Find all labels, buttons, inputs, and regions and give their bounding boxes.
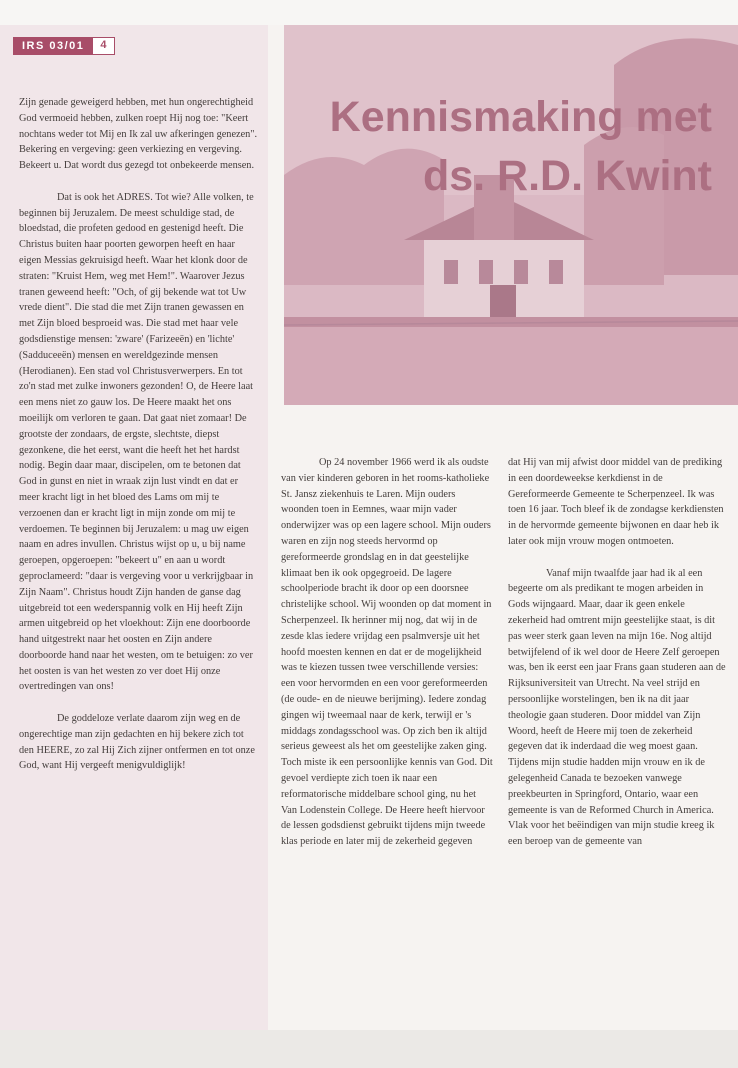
right-column [508,455,726,1015]
right-paragraph-2: Vanaf mijn twaalfde jaar had ik al een begeerte om als predikant te mogen arbeiden in Gods wijngaard. Maar, daar ik geen enkele zekerheid had omtrent mijn geestelijke staat, is dit pas weer sterk gaan leven na mijn 16e. Nog altijd betwijfelend of ik wel door de Heere Zelf geroepen was, ben ik eerst een jaar Frans gaan studeren aan de Rijksuniversiteit van Utrecht. Na veel strijd en persoonlijke worstelingen, ben ik na dit jaar theologie gaan studeren. Door middel van Zijn Woord, heeft de Heere mij toen de zekerheid gegeven dat ik inderdaad die weg moest gaan. Tijdens mijn studie hadden mijn vrouw en ik de gelegenheid Canada te bezoeken vanwege preekbeurten in Springford, Ontario, waar een gemeente is van de Reformed Church in America. Vlak voor het beëindigen van mijn studie kreeg ik een beroep van de gemeente van [508,567,726,848]
article-title [272,88,712,206]
issue-label: IRS 03/01 [13,37,93,55]
middle-column [281,455,493,1015]
article-title-line-1: Kennismaking met [329,93,712,141]
article-title-line-2: ds. R.D. Kwint [422,152,712,200]
page-number: 4 [93,37,114,55]
bottom-band [0,1030,738,1068]
right-paragraph-1: dat Hij van mij afwist door middel van de prediking in een doordeweekse kerkdienst in de Gereformeerde Gemeente te Scherpenzeel. Ik was toen 16 jaar. Toch bleef ik de zondagse kerkdiensten in de hervormde gemeente bijwonen en daar heb ik later ook mijn vrouw mogen ontmoeten. [508,457,724,547]
church-photo [284,25,738,405]
church-photo-illustration [284,25,738,405]
left-paragraph-3: De goddeloze verlate daarom zijn weg en de ongerechtige man zijn gedachten en hij bekere zich tot den HEERE, zo zal Hij Zich zijner ontfermen en tot onze God, want Hij vergeeft menigvuldiglijk! [19,713,255,772]
issue-header [13,37,115,55]
middle-paragraph-1: Op 24 november 1966 werd ik als oudste van vier kinderen geboren in het rooms-katholieke St. Jansz ziekenhuis te Laren. Mijn ouders woonden toen in Eemnes, waar mijn vader onderwijzer was op een lagere school. Mijn ouders waren en zijn nog steeds hervormd op gereformeerde grondslag en in dat geestelijke klimaat ben ik ook opgegroeid. De lagere schoolperiode bracht ik door op een doorsnee christelijke school. Wij woonden op dat moment in Scherpenzeel. Ik herinner mij nog, dat wij in de zesde klas iedere vrijdag een psalmversje uit het hoofd moesten kennen en dat er de mogelijkheid was te kiezen tussen twee verschillende versies: een voor hervormden en een voor gereformeerden (de oude- en de nieuwe berijming). Iedere zondag gingen wij tweemaal naar de kerk, terwijl er 's middags zondagsschool was. Op zich ben ik altijd serieus geweest als het om geestelijke zaken ging. Toch miste ik een persoonlijke kennis van God. Dit gevoel verdiepte zich toen ik naar een reformatorische middelbare school ging, nu het Van Lodenstein College. De Heere heeft hiervoor de lessen godsdienst gebruikt tijdens mijn tweede klas periode en later mij de zekerheid gegeven [281,457,493,848]
left-paragraph-2: Dat is ook het ADRES. Tot wie? Alle volken, te beginnen bij Jeruzalem. De meest schuldige stad, de bloedstad, die profeten gedood en gestenigd heeft. Die Christus buiten haar poorten geworpen heeft en haar eigen Messias gekruisigd heeft. Waar het klonk door de straten: "Kruist Hem, weg met Hem!". Waarover Jezus tranen geweend heeft: "Och, of gij bekende wat tot Uw vrede dient". Die stad die met Zijn tranen gewassen en met Zijn bloed besproeid was. Die stad met haar vele godsdienstige mensen: 'zware' (Farizeeën) en 'lichte' (Sadduceeën) mensen en wereldgezinde mensen (Herodianen). Een stad vol Christusverwerpers. En tot zo'n stad met zulke inwoners gezonden! O, de Heere laat een mens niet zo gauw los. De Heere maakt het ons moeilijk om verloren te gaan. Dat gaat niet zomaar! De grootste der zondaars, de ergste, slechtste, diepst gezonkene, die het eerst, want die heeft het het hardst nodig. Begin daar maar, discipelen, om te betonen dat God in gunst en niet in wraak zijn lust vindt en dat er meer kracht ligt in het bloed des Lams om mij te verzoenen dan er kracht ligt in mijn zonde om mij te verdoemen. Te beginnen bij Jeruzalem: u mag uw eigen naam en adres invullen. Christus wijst op u, u bij name geroepen, opgeroepen: "bekeert u" en aan u wordt geproclameerd: "daar is vergeving voor u verkrijgbaar in Zijn Naam". Christus houdt Zijn handen de ganse dag uitgebreid tot een wederspannig volk en Hij heeft Zijn armen uitgebreid op het vloekhout: Zijn ene doorboorde hand uitgestrekt naar het oosten en Zijn andere doorboorde hand naar het westen, om te betuigen: zo ver het oosten is van het westen zo ver doet Hij onze overtredingen van ons! [19,191,254,693]
left-paragraph-1: Zijn genade geweigerd hebben, met hun ongerechtigheid God vermoeid hebben, zulken roept Hij nog toe: "Keert nochtans weder tot Mij en Ik zal uw afkeringen genezen". Bekering en vergeving: geen verkiezing en vergeving. Bekeert u. Dat wordt dus gezegd tot onbekeerde mensen. [19,97,258,172]
left-column [19,95,259,1010]
